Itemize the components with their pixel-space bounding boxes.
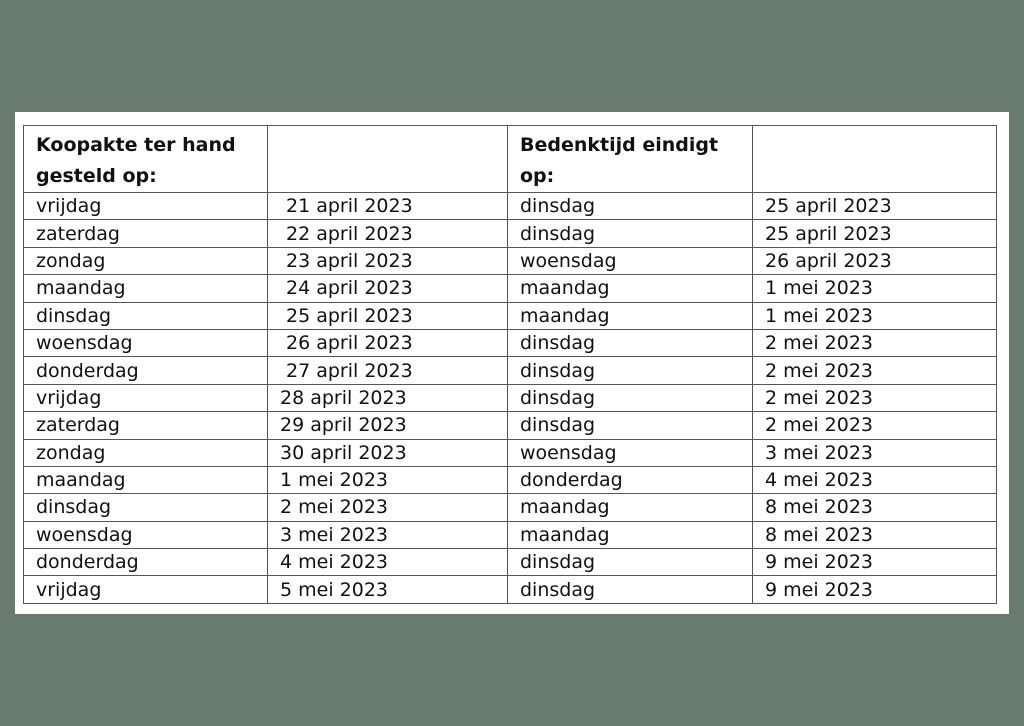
day-cell: woensdag bbox=[24, 329, 268, 356]
table-row bbox=[24, 439, 997, 466]
date-cell: 21 april 2023 bbox=[268, 193, 508, 220]
date-cell: 4 mei 2023 bbox=[268, 549, 508, 576]
end-date-cell: 9 mei 2023 bbox=[753, 549, 997, 576]
end-day-cell: dinsdag bbox=[508, 412, 753, 439]
end-day-cell: maandag bbox=[508, 275, 753, 302]
end-date-cell: 9 mei 2023 bbox=[753, 576, 997, 603]
table-row bbox=[24, 302, 997, 329]
end-date-cell: 1 mei 2023 bbox=[753, 275, 997, 302]
day-cell: donderdag bbox=[24, 549, 268, 576]
day-cell: vrijdag bbox=[24, 193, 268, 220]
end-day-cell: woensdag bbox=[508, 439, 753, 466]
day-cell: maandag bbox=[24, 275, 268, 302]
date-cell: 30 april 2023 bbox=[268, 439, 508, 466]
header-cell bbox=[753, 126, 997, 193]
date-cell: 22 april 2023 bbox=[268, 220, 508, 247]
day-cell: dinsdag bbox=[24, 494, 268, 521]
end-day-cell: woensdag bbox=[508, 247, 753, 274]
day-cell: zaterdag bbox=[24, 220, 268, 247]
document-card bbox=[15, 112, 1009, 614]
day-cell: donderdag bbox=[24, 357, 268, 384]
header-cell: Bedenktijd eindigt op: bbox=[508, 126, 753, 193]
day-cell: zaterdag bbox=[24, 412, 268, 439]
end-date-cell: 2 mei 2023 bbox=[753, 329, 997, 356]
end-date-cell: 2 mei 2023 bbox=[753, 357, 997, 384]
table-row bbox=[24, 576, 997, 603]
date-cell: 5 mei 2023 bbox=[268, 576, 508, 603]
end-date-cell: 4 mei 2023 bbox=[753, 466, 997, 493]
day-cell: dinsdag bbox=[24, 302, 268, 329]
date-cell: 29 april 2023 bbox=[268, 412, 508, 439]
table-row bbox=[24, 494, 997, 521]
table-row bbox=[24, 466, 997, 493]
table-row bbox=[24, 521, 997, 548]
end-date-cell: 3 mei 2023 bbox=[753, 439, 997, 466]
table-row bbox=[24, 549, 997, 576]
table-row bbox=[24, 193, 997, 220]
date-cell: 25 april 2023 bbox=[268, 302, 508, 329]
day-cell: woensdag bbox=[24, 521, 268, 548]
end-date-cell: 25 april 2023 bbox=[753, 220, 997, 247]
end-day-cell: dinsdag bbox=[508, 193, 753, 220]
end-day-cell: dinsdag bbox=[508, 220, 753, 247]
end-day-cell: maandag bbox=[508, 521, 753, 548]
date-cell: 24 april 2023 bbox=[268, 275, 508, 302]
table-header-row bbox=[24, 126, 997, 193]
header-cell: Koopakte ter hand gesteld op: bbox=[24, 126, 268, 193]
day-cell: zondag bbox=[24, 439, 268, 466]
table-row bbox=[24, 412, 997, 439]
end-date-cell: 25 april 2023 bbox=[753, 193, 997, 220]
end-date-cell: 2 mei 2023 bbox=[753, 412, 997, 439]
table-row bbox=[24, 329, 997, 356]
date-cell: 23 april 2023 bbox=[268, 247, 508, 274]
end-day-cell: dinsdag bbox=[508, 329, 753, 356]
end-day-cell: dinsdag bbox=[508, 357, 753, 384]
end-date-cell: 26 april 2023 bbox=[753, 247, 997, 274]
table-row bbox=[24, 220, 997, 247]
end-day-cell: donderdag bbox=[508, 466, 753, 493]
table-row bbox=[24, 275, 997, 302]
end-day-cell: dinsdag bbox=[508, 384, 753, 411]
end-date-cell: 8 mei 2023 bbox=[753, 521, 997, 548]
day-cell: zondag bbox=[24, 247, 268, 274]
end-date-cell: 1 mei 2023 bbox=[753, 302, 997, 329]
date-cell: 1 mei 2023 bbox=[268, 466, 508, 493]
date-cell: 2 mei 2023 bbox=[268, 494, 508, 521]
table-row bbox=[24, 247, 997, 274]
date-cell: 26 april 2023 bbox=[268, 329, 508, 356]
date-cell: 28 april 2023 bbox=[268, 384, 508, 411]
table-row bbox=[24, 384, 997, 411]
end-day-cell: dinsdag bbox=[508, 549, 753, 576]
end-date-cell: 8 mei 2023 bbox=[753, 494, 997, 521]
end-day-cell: maandag bbox=[508, 302, 753, 329]
date-cell: 3 mei 2023 bbox=[268, 521, 508, 548]
end-day-cell: dinsdag bbox=[508, 576, 753, 603]
bedenktijd-table bbox=[23, 125, 997, 604]
header-cell bbox=[268, 126, 508, 193]
table-row bbox=[24, 357, 997, 384]
day-cell: vrijdag bbox=[24, 576, 268, 603]
day-cell: maandag bbox=[24, 466, 268, 493]
end-day-cell: maandag bbox=[508, 494, 753, 521]
end-date-cell: 2 mei 2023 bbox=[753, 384, 997, 411]
date-cell: 27 april 2023 bbox=[268, 357, 508, 384]
day-cell: vrijdag bbox=[24, 384, 268, 411]
